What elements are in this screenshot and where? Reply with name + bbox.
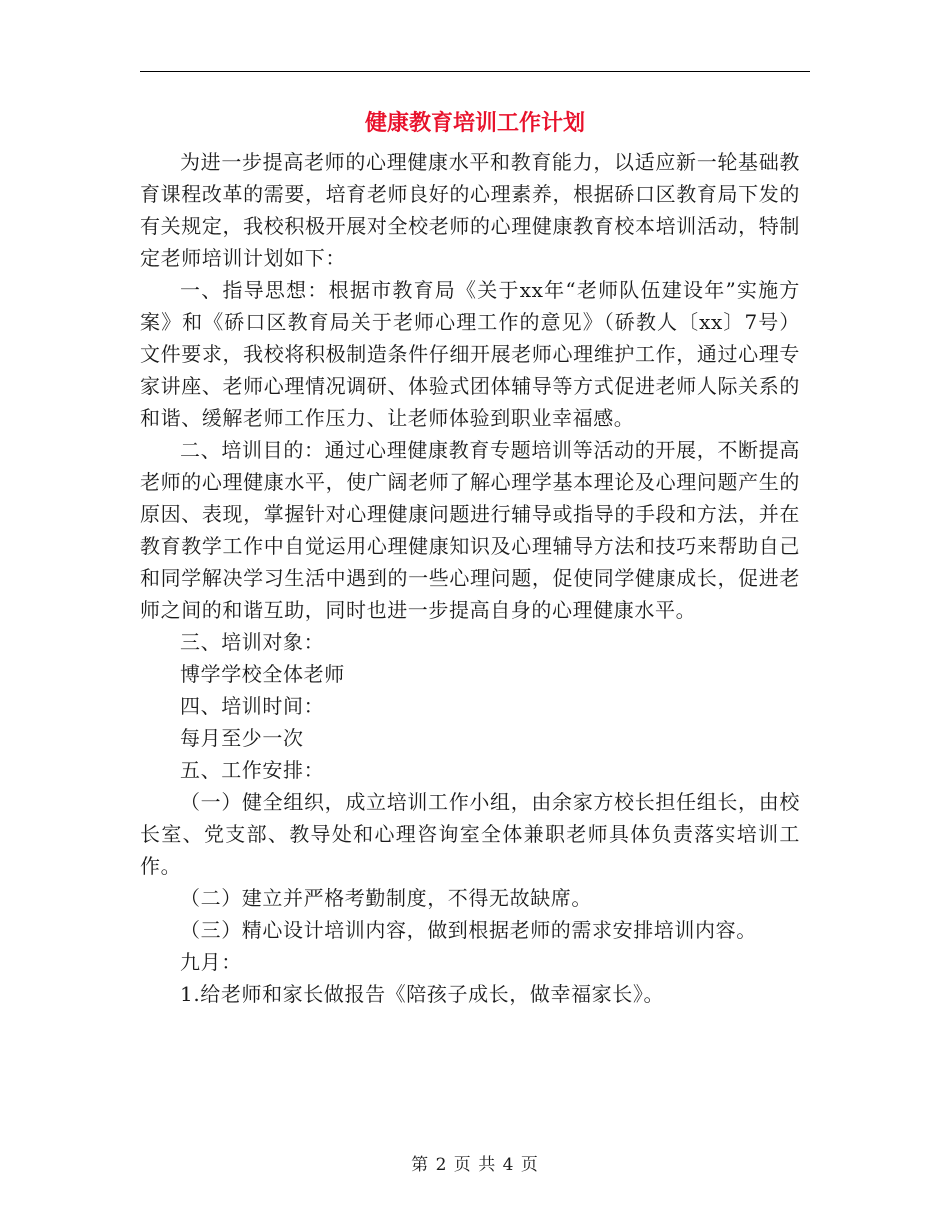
- document-title: 健康教育培训工作计划: [364, 111, 585, 136]
- training-purpose-paragraph: 二、培训目的：通过心理健康教育专题培训等活动的开展，不断提高老师的心理健康水平，使广阔老师了解心理学基本理论及心理问题产生的原因、表现，掌握针对心理健康问题进行辅导或指导的手段和方法，并在教育教学工作中自觉运用心理健康知识及心理辅导方法和技巧来帮助自己和同学解决学习生活中遇到的一些心理问题，促使同学健康成长，促进老师之间的和谐互助，同时也进一步提高自身的心理健康水平。: [140, 438, 800, 622]
- training-target-heading: 三、培训对象：: [180, 630, 325, 654]
- training-time-text: 每月至少一次: [180, 726, 304, 750]
- arrangement-item-1: （一）健全组织，成立培训工作小组，由余家方校长担任组长，由校长室、党支部、教导处和心理咨询室全体兼职老师具体负责落实培训工作。: [140, 790, 800, 878]
- page-number: 第 2 页 共 4 页: [411, 1155, 539, 1175]
- training-time-heading: 四、培训时间：: [180, 694, 325, 718]
- arrangement-item-3: （三）精心设计培训内容，做到根据老师的需求安排培训内容。: [180, 918, 757, 942]
- training-target-text: 博学学校全体老师: [180, 662, 345, 686]
- work-arrangement-heading: 五、工作安排：: [180, 758, 325, 782]
- september-item-1: 1.给老师和家长做报告《陪孩子成长，做幸福家长》。: [180, 982, 665, 1006]
- september-heading: 九月：: [180, 950, 242, 974]
- header-rule: [140, 71, 810, 72]
- arrangement-item-2: （二）建立并严格考勤制度，不得无故缺席。: [180, 886, 592, 910]
- intro-paragraph: 为进一步提高老师的心理健康水平和教育能力，以适应新一轮基础教育课程改革的需要，培育老师良好的心理素养，根据硚口区教育局下发的有关规定，我校积极开展对全校老师的心理健康教育校本培训活动，特制定老师培训计划如下：: [140, 150, 800, 270]
- document-body: [140, 146, 800, 1010]
- guiding-ideology-paragraph: 一、指导思想：根据市教育局《关于xx年“老师队伍建设年”实施方案》和《硚口区教育局关于老师心理工作的意见》（硚教人〔xx〕7号）文件要求，我校将积极制造条件仔细开展老师心理维护工作，通过心理专家讲座、老师心理情况调研、体验式团体辅导等方式促进老师人际关系的和谐、缓解老师工作压力、让老师体验到职业幸福感。: [140, 278, 800, 430]
